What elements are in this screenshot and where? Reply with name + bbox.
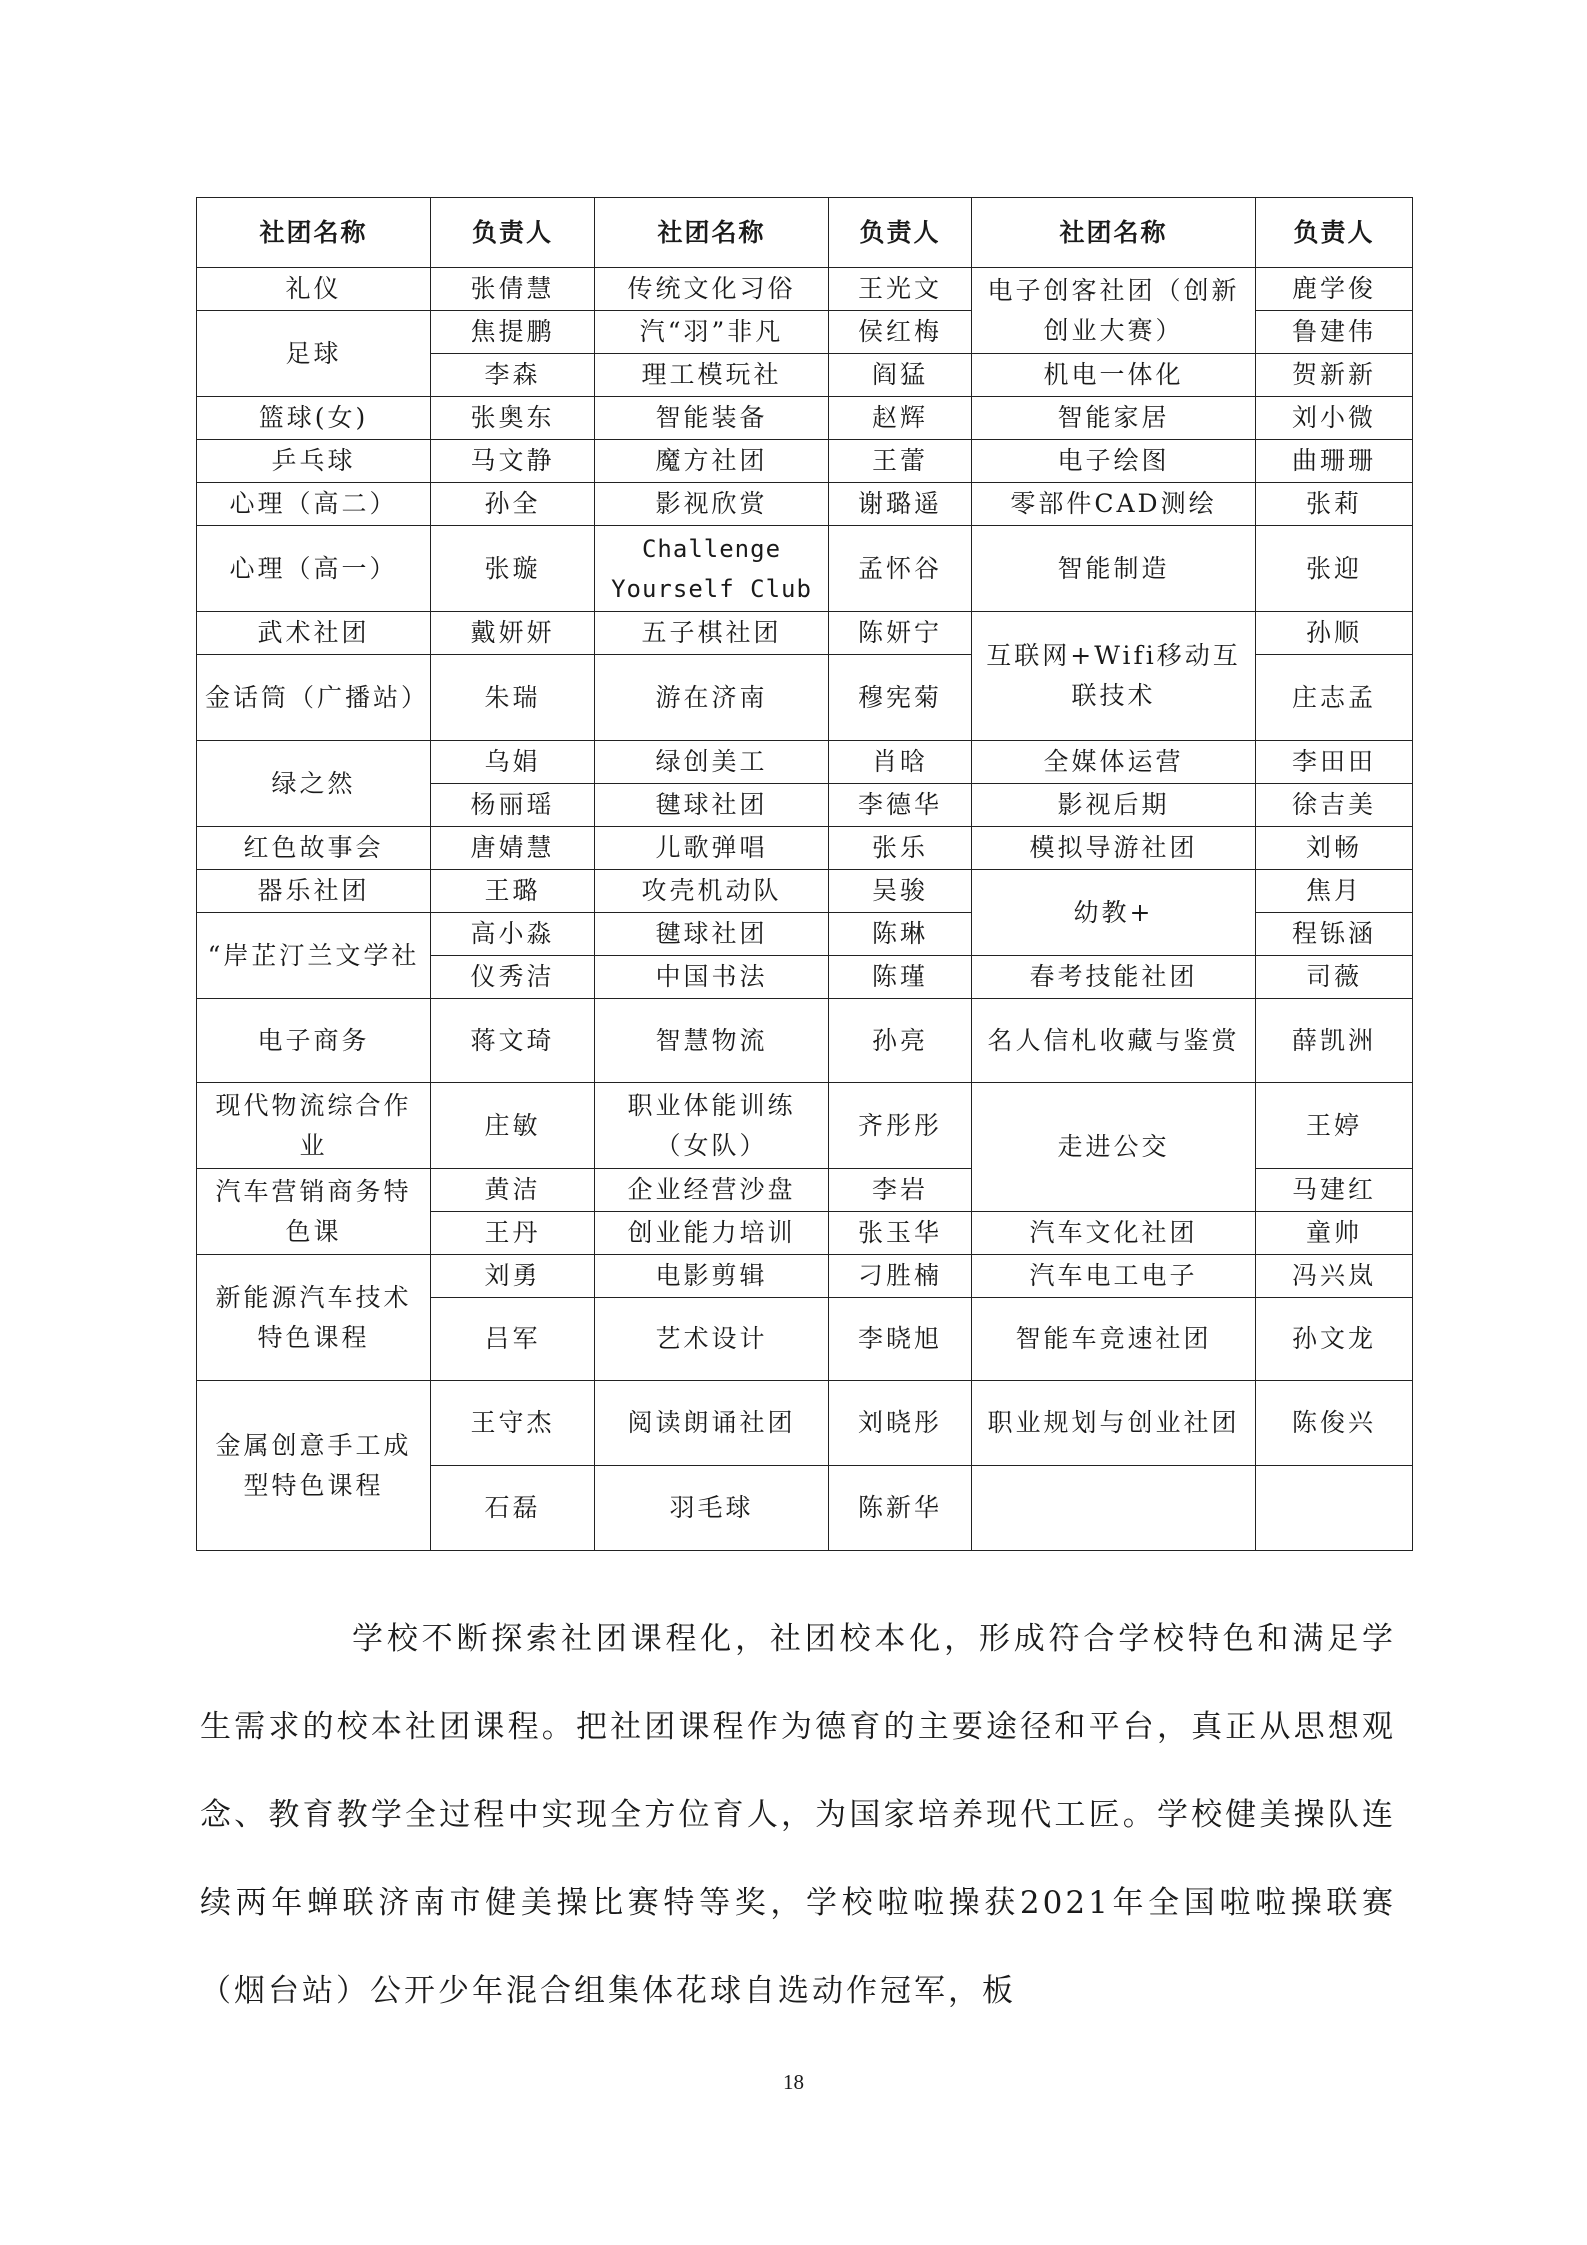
table-row [197,870,1413,913]
table-cell: 齐彤彤 [829,1083,972,1169]
table-cell: 走进公交 [972,1083,1256,1212]
table-cell: 李森 [431,354,595,397]
table-cell: 孟怀谷 [829,526,972,612]
table-cell: 机电一体化 [972,354,1256,397]
table-cell: “岸芷汀兰文学社 [197,913,431,999]
table-row [197,1381,1413,1466]
table-cell: 名人信札收藏与鉴赏 [972,999,1256,1083]
table-cell: 王丹 [431,1212,595,1255]
table-cell: 职业规划与创业社团 [972,1381,1256,1466]
table-cell: 毽球社团 [595,784,829,827]
table-cell: 毽球社团 [595,913,829,956]
table-cell: 鹿学俊 [1256,268,1413,311]
table-cell: 唐婧慧 [431,827,595,870]
table-cell: 中国书法 [595,956,829,999]
table-row [197,268,1413,311]
table-cell: 心理（高一） [197,526,431,612]
table-cell: 新能源汽车技术特色课程 [197,1255,431,1381]
table-cell: 鲁建伟 [1256,311,1413,354]
table-cell: Challenge Yourself Club [595,526,829,612]
table-cell: 影视后期 [972,784,1256,827]
table-cell: 王婷 [1256,1083,1413,1169]
table-cell: 冯兴岚 [1256,1255,1413,1298]
table-cell: 孙亮 [829,999,972,1083]
table-cell: 五子棋社团 [595,612,829,655]
table-row [197,1255,1413,1298]
table-cell: 张璇 [431,526,595,612]
table-row [197,612,1413,655]
table-cell: 传统文化习俗 [595,268,829,311]
table-row [197,483,1413,526]
header-cell: 负责人 [829,198,972,268]
table-cell: 张玉华 [829,1212,972,1255]
table-cell: 王蕾 [829,440,972,483]
table-cell: 陈妍宁 [829,612,972,655]
table-cell: 武术社团 [197,612,431,655]
table-cell: 零部件CAD测绘 [972,483,1256,526]
header-cell: 社团名称 [595,198,829,268]
table-cell: 李岩 [829,1169,972,1212]
table-cell: 电子绘图 [972,440,1256,483]
table-cell: 谢璐遥 [829,483,972,526]
table-cell: 仪秀洁 [431,956,595,999]
table-cell: 智能家居 [972,397,1256,440]
table-row [197,397,1413,440]
table-cell: 乒乓球 [197,440,431,483]
table-cell: 足球 [197,311,431,397]
table-cell: 攻壳机动队 [595,870,829,913]
table-cell: 儿歌弹唱 [595,827,829,870]
table-cell: 理工模玩社 [595,354,829,397]
table-cell: 春考技能社团 [972,956,1256,999]
table-cell: 贺新新 [1256,354,1413,397]
table-cell: 张莉 [1256,483,1413,526]
table-cell: 阅读朗诵社团 [595,1381,829,1466]
header-cell: 社团名称 [197,198,431,268]
table-cell: 汽车文化社团 [972,1212,1256,1255]
header-cell: 社团名称 [972,198,1256,268]
table-row [197,741,1413,784]
table-cell: 曲珊珊 [1256,440,1413,483]
table-cell: 篮球(女) [197,397,431,440]
table-cell: 魔方社团 [595,440,829,483]
table-cell: 智能制造 [972,526,1256,612]
table-cell: 心理（高二） [197,483,431,526]
table-row [197,440,1413,483]
table-cell: 游在济南 [595,655,829,741]
table-cell: 智能车竞速社团 [972,1298,1256,1381]
table-cell: 吕军 [431,1298,595,1381]
table-cell: 刘小微 [1256,397,1413,440]
table-cell: 王璐 [431,870,595,913]
table-cell: 王守杰 [431,1381,595,1466]
table-cell: 李田田 [1256,741,1413,784]
table-cell: 孙文龙 [1256,1298,1413,1381]
table-cell: 艺术设计 [595,1298,829,1381]
table-cell: 红色故事会 [197,827,431,870]
table-cell: 吴骏 [829,870,972,913]
table-cell: 电子创客社团（创新创业大赛） [972,268,1256,354]
header-cell: 负责人 [431,198,595,268]
table-cell: 朱瑞 [431,655,595,741]
table-cell: 模拟导游社团 [972,827,1256,870]
table-cell: 杨丽瑶 [431,784,595,827]
table-cell: 陈瑾 [829,956,972,999]
table-cell: 器乐社团 [197,870,431,913]
table-cell: 企业经营沙盘 [595,1169,829,1212]
table-row [197,999,1413,1083]
table-cell: 电影剪辑 [595,1255,829,1298]
body-paragraph: 学校不断探索社团课程化，社团校本化，形成符合学校特色和满足学生需求的校本社团课程。把社团课程作为德育的主要途径和平台，真正从思想观念、教育教学全过程中实现全方位育人，为国家培养现代工匠。学校健美操队连续两年蝉联济南市健美操比赛特等奖，学校啦啦操获2021年全国啦啦操联赛（烟台站）公开少年混合组集体花球自选动作冠军，板 [200,1621,1396,2009]
table-cell: 刘晓彤 [829,1381,972,1466]
table-cell: 戴妍妍 [431,612,595,655]
table-cell: 刁胜楠 [829,1255,972,1298]
table-cell: 马建红 [1256,1169,1413,1212]
table-cell: 石磊 [431,1466,595,1551]
club-table [196,197,1413,1551]
table-cell: 现代物流综合作业 [197,1083,431,1169]
table-cell: 陈琳 [829,913,972,956]
table-cell: 马文静 [431,440,595,483]
table-cell: 陈俊兴 [1256,1381,1413,1466]
table-cell: 侯红梅 [829,311,972,354]
table-cell: 高小淼 [431,913,595,956]
table-cell: 汽车电工电子 [972,1255,1256,1298]
table-cell: 焦提鹏 [431,311,595,354]
table-cell: 赵辉 [829,397,972,440]
table-cell: 汽“羽”非凡 [595,311,829,354]
table-cell: 黄洁 [431,1169,595,1212]
table-cell: 智慧物流 [595,999,829,1083]
table-cell: 绿创美工 [595,741,829,784]
table-cell: 徐吉美 [1256,784,1413,827]
page-number: 18 [783,2070,804,2094]
table-cell: 李德华 [829,784,972,827]
table-cell: 刘勇 [431,1255,595,1298]
table-cell: 职业体能训练（女队） [595,1083,829,1169]
table-row [197,827,1413,870]
table-cell: 王光文 [829,268,972,311]
table-cell: 孙全 [431,483,595,526]
table-cell: 薛凯洲 [1256,999,1413,1083]
table-cell: 影视欣赏 [595,483,829,526]
table-row [197,526,1413,612]
table-cell: 童帅 [1256,1212,1413,1255]
table-cell: 全媒体运营 [972,741,1256,784]
table-cell: 孙顺 [1256,612,1413,655]
table-cell: 羽毛球 [595,1466,829,1551]
table-cell: 张迎 [1256,526,1413,612]
table-cell: 司薇 [1256,956,1413,999]
table-cell: 金属创意手工成型特色课程 [197,1381,431,1551]
table-cell: 智能装备 [595,397,829,440]
table-cell: 礼仪 [197,268,431,311]
table-cell [972,1466,1256,1551]
table-cell: 阎猛 [829,354,972,397]
table-cell: 乌娟 [431,741,595,784]
table-cell: 程铄涵 [1256,913,1413,956]
header-cell: 负责人 [1256,198,1413,268]
table-cell: 绿之然 [197,741,431,827]
table-cell: 穆宪菊 [829,655,972,741]
table-cell: 张乐 [829,827,972,870]
table-header-row [197,198,1413,268]
table-cell: 幼教+ [972,870,1256,956]
table-cell: 创业能力培训 [595,1212,829,1255]
table-cell: 陈新华 [829,1466,972,1551]
table-cell: 互联网+Wifi移动互联技术 [972,612,1256,741]
table-cell: 庄敏 [431,1083,595,1169]
table-cell: 蒋文琦 [431,999,595,1083]
table-cell: 张奥东 [431,397,595,440]
table-cell: 庄志孟 [1256,655,1413,741]
table-row [197,1083,1413,1169]
table-cell [1256,1466,1413,1551]
table-cell: 电子商务 [197,999,431,1083]
table-cell: 肖晗 [829,741,972,784]
table-cell: 金话筒（广播站） [197,655,431,741]
table-cell: 焦月 [1256,870,1413,913]
table-cell: 李晓旭 [829,1298,972,1381]
table-cell: 汽车营销商务特色课 [197,1169,431,1255]
table-cell: 刘畅 [1256,827,1413,870]
table-cell: 张倩慧 [431,268,595,311]
